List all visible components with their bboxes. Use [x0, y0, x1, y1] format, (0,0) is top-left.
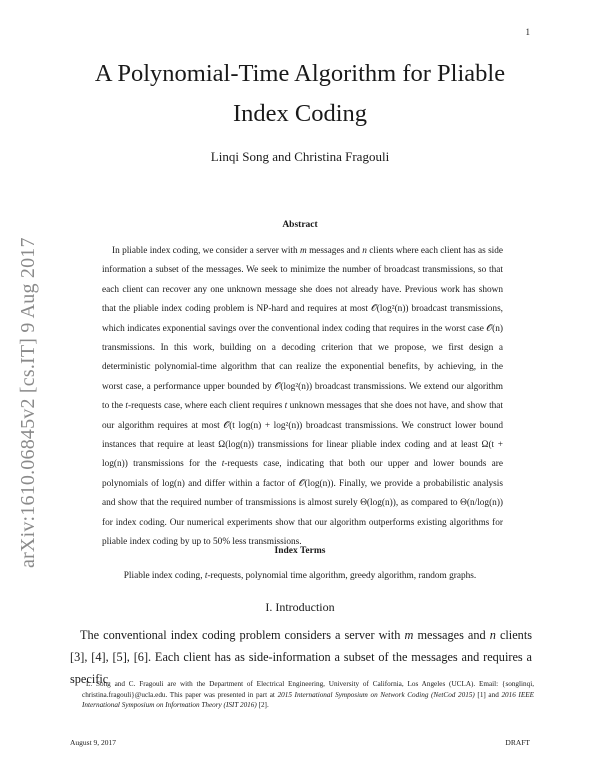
index-terms-heading: Index Terms — [274, 546, 326, 556]
footnote-venue: 2016 IEEE International Symposium on Information Theory (ISIT 2016) — [82, 690, 534, 709]
math-expression: 𝒪(log(n)) — [298, 478, 334, 489]
math-expression: Θ(log(n)) — [360, 498, 396, 509]
abstract-text-run: transmissions for linear pliable index coding and at least — [257, 440, 478, 451]
math-expression: log(n) — [162, 478, 185, 489]
author-list: Linqi Song and Christina Fragouli — [210, 149, 390, 164]
abstract-text-run: messages and — [309, 246, 360, 256]
abstract-text-run: unknown messages that she does not have, and show that our algorithm requires at most — [102, 401, 504, 431]
math-symbol: t — [204, 571, 208, 581]
intro-text-run: messages and — [417, 628, 486, 642]
math-expression: Θ(n/log(n)) — [460, 498, 504, 509]
math-symbol: t — [284, 401, 288, 412]
abstract-text-run: broadcast transmissions. We construct lower bound instances that require at least — [102, 420, 504, 451]
math-symbol: m — [404, 628, 414, 642]
page-number: 1 — [525, 27, 530, 37]
intro-text-run: The conventional index coding problem considers a server with — [80, 628, 401, 642]
affiliation-footnote — [82, 679, 534, 711]
abstract-text-run: and differ within a factor of — [188, 478, 296, 489]
arxiv-stamp[interactable]: arXiv:1610.06845v2 [cs.IT] 9 Aug 2017 — [17, 237, 39, 568]
math-expression: 50% — [213, 537, 231, 548]
abstract-text-run: . Finally, we provide a probabilistic analysis and show that the required number of transmissions is almost surely — [102, 478, 503, 509]
paper-title: A Polynomial-Time Algorithm for Pliable Index Coding — [94, 60, 506, 127]
abstract-text-run: broadcast transmissions, which indicates exponential savings over the conventional index coding that requires in the worst case — [102, 304, 504, 334]
abstract-text-run: -requests case, indicating that both our upper and lower bounds are polynomials of — [102, 459, 504, 489]
index-terms-run: Pliable index coding, — [123, 571, 203, 581]
math-expression: 𝒪(log²(n)) — [274, 381, 313, 392]
math-symbol: t — [221, 459, 225, 470]
footnote-text-run: [1] and — [477, 690, 499, 699]
math-expression: 𝒪(log²(n)) — [370, 304, 409, 315]
abstract-text — [102, 242, 503, 553]
abstract-text-run: less transmissions. — [232, 537, 302, 548]
math-expression: 𝒪(t log(n) + log²(n)) — [223, 420, 303, 431]
intro-text-run: clients [3], [4], [5], [6]. Each client has as side-information a subset of the messages and requires a specific — [70, 628, 533, 686]
abstract-text-run: In pliable index coding, we consider a server with — [112, 246, 298, 256]
index-terms — [70, 571, 530, 581]
footnote-venue: 2015 International Symposium on Network Coding (NetCod 2015) — [277, 690, 475, 699]
footnote-text-run: [2]. — [258, 701, 269, 709]
abstract-text-run: -requests case, where each client requires — [128, 401, 283, 412]
math-symbol: n — [489, 628, 496, 642]
abstract-heading: Abstract — [282, 220, 318, 230]
math-symbol: n — [362, 246, 367, 256]
math-symbol: t — [125, 401, 128, 412]
math-expression: 𝒪(n) — [486, 323, 503, 334]
abstract-text-run: transmissions. In this work, building on a decoding criterion that we propose, we first design a deterministic polynomial-time algorithm that can realize the exponential benefits, by achieving, in the worst case, a performance upper bounded by — [102, 343, 503, 392]
math-expression: Ω(t + log(n)) — [102, 440, 503, 470]
index-terms-run: -requests, polynomial time algorithm, greedy algorithm, random graphs. — [207, 571, 477, 581]
abstract-text-run: , as compared to — [395, 498, 458, 509]
math-symbol: m — [300, 246, 307, 256]
footer-date: August 9, 2017 — [70, 738, 117, 747]
abstract-text-run: clients where each client has as side information a subset of the messages. We seek to minimize the number of broadcast transmissions, so that each client can recover any one unknown message she does not already have. Previous work has shown that the pliable index coding problem is NP-hard and requires at most — [102, 246, 504, 315]
abstract-text-run: broadcast transmissions. We extend our algorithm to the — [102, 381, 504, 412]
abstract-text-run: transmissions for the — [133, 459, 217, 470]
abstract-text-run: for index coding. Our numerical experiments show that our algorithm outperforms existing algorithms for pliable index coding by up to — [102, 517, 503, 548]
footnote-text-run: L. Song and C. Fragouli are with the Department of Electrical Engineering, University of California, Los Angeles (UCLA). Email: {songlinqi, christina.fragouli}@ucla.edu. This paper was presented in part at — [82, 680, 534, 699]
math-expression: Ω(log(n)) — [218, 440, 255, 451]
section-heading-introduction: I. Introduction — [265, 600, 335, 614]
footer-draft-label: DRAFT — [505, 738, 530, 747]
